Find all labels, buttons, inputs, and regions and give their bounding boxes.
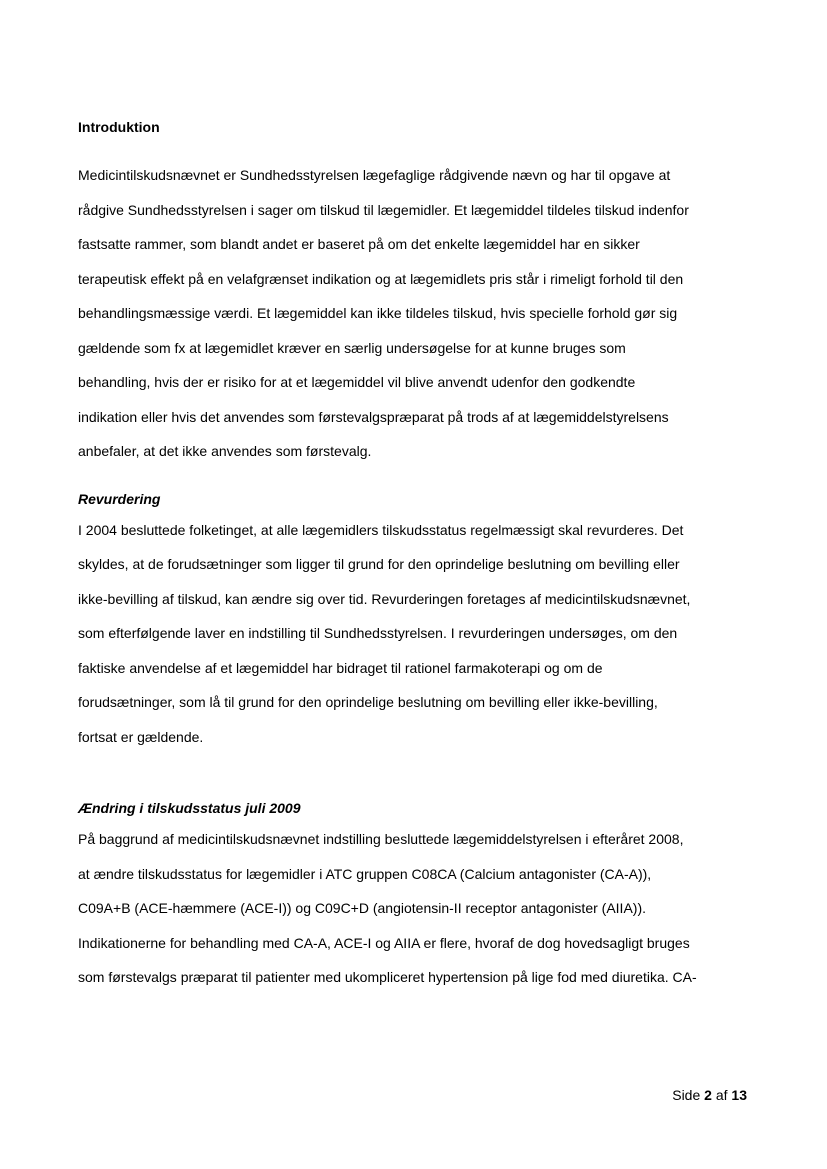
paragraph-line: som førstevalgs præparat til patienter med ukompliceret hypertension på lige fod med diuretika. CA- <box>78 969 697 985</box>
aendring-paragraph <box>78 822 758 995</box>
paragraph-line: gældende som fx at lægemidlet kræver en særlig undersøgelse for at kunne bruges som <box>78 339 626 356</box>
aendring-heading: Ændring i tilskudsstatus juli 2009 <box>78 800 301 816</box>
paragraph-line: Indikationerne for behandling med CA-A, ACE-I og AIIA er flere, hvoraf de dog hovedsagligt bruges <box>78 934 690 951</box>
total-pages-number: 13 <box>731 1087 747 1103</box>
paragraph-line: fortsat er gældende. <box>78 728 204 745</box>
page-content <box>78 117 758 995</box>
paragraph-line: ikke-bevilling af tilskud, kan ændre sig over tid. Revurderingen foretages af medicintilskudsnævnet, <box>78 590 691 607</box>
paragraph-line: behandlingsmæssige værdi. Et lægemiddel kan ikke tildeles tilskud, hvis specielle forhold gør sig <box>78 305 678 321</box>
paragraph-line: som efterfølgende laver en indstilling til Sundhedsstyrelsen. I revurderingen undersøges, om den <box>78 625 678 641</box>
paragraph-line: I 2004 besluttede folketinget, at alle lægemidlers tilskudsstatus regelmæssigt skal revurderes. Det <box>78 521 684 538</box>
paragraph-line: terapeutisk effekt på en velafgrænset indikation og at lægemidlets pris står i rimeligt forhold til den <box>78 270 684 287</box>
paragraph-line: fastsatte rammer, som blandt andet er baseret på om det enkelte lægemiddel har en sikker <box>78 236 640 252</box>
paragraph-line: anbefaler, at det ikke anvendes som førstevalg. <box>78 443 372 459</box>
page-number-footer <box>600 1085 747 1105</box>
footer-prefix: Side <box>672 1087 701 1103</box>
paragraph-line: faktiske anvendelse af et lægemiddel har bidraget til rationel farmakoterapi og om de <box>78 659 603 676</box>
intro-paragraph <box>78 158 758 469</box>
paragraph-line: skyldes, at de forudsætninger som ligger til grund for den oprindelige beslutning om bevilling eller <box>78 556 680 572</box>
revurdering-paragraph <box>78 513 758 755</box>
revurdering-heading: Revurdering <box>78 490 161 507</box>
paragraph-line: På baggrund af medicintilskudsnævnet indstilling besluttede lægemiddelstyrelsen i efteråret 2008, <box>78 831 684 847</box>
current-page-number: 2 <box>704 1087 712 1103</box>
paragraph-line: forudsætninger, som lå til grund for den oprindelige beslutning om bevilling eller ikke-bevilling, <box>78 694 658 710</box>
intro-heading: Introduktion <box>78 119 160 135</box>
paragraph-line: C09A+B (ACE-hæmmere (ACE-I)) og C09C+D (angiotensin-II receptor antagonister (AIIA)). <box>78 900 646 916</box>
paragraph-line: Medicintilskudsnævnet er Sundhedsstyrelsen lægefaglige rådgivende nævn og har til opgave at <box>78 167 671 183</box>
paragraph-line: indikation eller hvis det anvendes som førstevalgspræparat på trods af at lægemiddelstyrelsens <box>78 408 669 425</box>
footer-separator: af <box>715 1087 728 1103</box>
paragraph-line: rådgive Sundhedsstyrelsen i sager om tilskud til lægemidler. Et lægemiddel tildeles tilskud indenfor <box>78 201 689 218</box>
paragraph-line: at ændre tilskudsstatus for lægemidler i ATC gruppen C08CA (Calcium antagonister (CA-A)), <box>78 865 652 882</box>
paragraph-line: behandling, hvis der er risiko for at et lægemiddel vil blive anvendt udenfor den godkendte <box>78 374 636 390</box>
